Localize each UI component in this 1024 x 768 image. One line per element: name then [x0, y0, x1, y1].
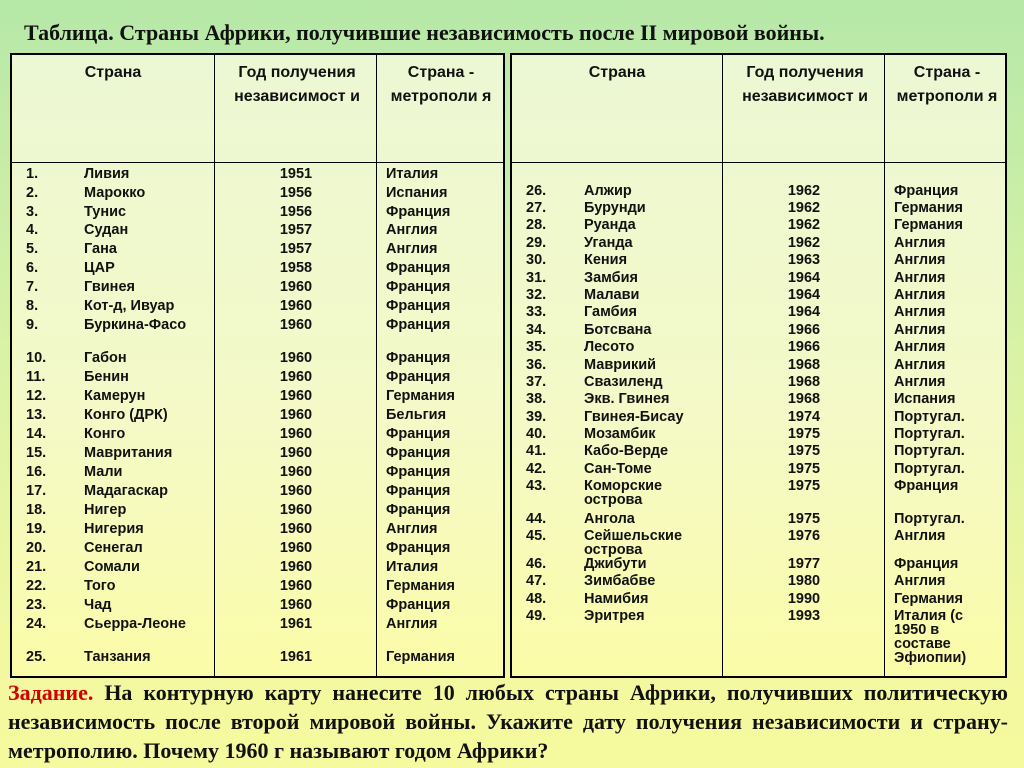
page-title: Таблица. Страны Африки, получившие независимость после II мировой войны.: [24, 20, 825, 45]
row-year: 1960: [279, 279, 313, 295]
row-number: 25.: [26, 649, 47, 665]
row-year: 1960: [279, 521, 313, 537]
row-metropole: Германия: [894, 591, 963, 607]
row-year: 1960: [279, 369, 313, 385]
table-row: [12, 221, 503, 239]
row-country: Конго: [84, 426, 126, 442]
table-row: [12, 577, 503, 595]
row-number: 17.: [26, 483, 47, 499]
row-year: 1963: [787, 252, 821, 268]
row-number: 44.: [526, 511, 547, 527]
header-year: Год получения независимост и: [234, 64, 360, 105]
table-row: [512, 269, 1005, 287]
row-metropole: Бельгия: [386, 407, 447, 423]
row-country: Малави: [584, 287, 640, 303]
row-metropole: Англия: [894, 252, 946, 268]
row-country: Бурунди: [584, 200, 646, 216]
table-row: [12, 648, 503, 666]
table-row: [512, 390, 1005, 408]
row-metropole: Италия (с 1950 в составе Эфиопии): [894, 608, 967, 666]
row-country: Руанда: [584, 217, 636, 233]
row-metropole: Португал.: [894, 511, 965, 527]
header-metropole: Страна - метрополи я: [896, 64, 998, 105]
row-country: Габон: [84, 350, 127, 366]
task-body: На контурную карту нанесите 10 любых страны Африки, получивших политическую независимость после второй мировой войны. Укажите дату получения независимости и страну-метрополию. Почему 1960 г называют годом Африки?: [8, 680, 1008, 763]
row-country: Нигер: [84, 502, 127, 518]
row-year: 1960: [279, 298, 313, 314]
row-metropole: Англия: [894, 287, 946, 303]
row-country: Лесото: [584, 339, 635, 355]
row-number: 33.: [526, 304, 547, 320]
row-metropole: Англия: [894, 235, 946, 251]
row-year: 1960: [279, 317, 313, 333]
row-year: 1964: [787, 304, 821, 320]
table-row: [12, 615, 503, 633]
table-row: [12, 482, 503, 500]
row-country: Камерун: [84, 388, 146, 404]
table-row: [12, 501, 503, 519]
row-metropole: Франция: [386, 350, 451, 366]
table-row: [512, 303, 1005, 321]
row-number: 5.: [26, 241, 39, 257]
table-row: [12, 368, 503, 386]
row-number: 15.: [26, 445, 47, 461]
row-year: 1960: [279, 578, 313, 594]
row-country: Конго (ДРК): [84, 407, 168, 423]
row-year: 1957: [279, 241, 313, 257]
row-country: Мадагаскар: [84, 483, 168, 499]
row-country: Судан: [84, 222, 129, 238]
row-number: 32.: [526, 287, 547, 303]
row-number: 19.: [26, 521, 47, 537]
row-metropole: Франция: [386, 597, 451, 613]
row-year: 1951: [279, 166, 313, 182]
row-metropole: Франция: [894, 556, 959, 572]
row-country: Того: [84, 578, 116, 594]
row-year: 1975: [787, 478, 821, 494]
row-metropole: Франция: [386, 279, 451, 295]
row-metropole: Англия: [894, 573, 946, 589]
table-row: [12, 444, 503, 462]
row-country: Гвинея: [84, 279, 135, 295]
row-year: 1968: [787, 357, 821, 373]
row-number: 18.: [26, 502, 47, 518]
table-row: [12, 520, 503, 538]
row-metropole: Англия: [894, 322, 946, 338]
row-country: Бенин: [84, 369, 129, 385]
row-year: 1962: [787, 200, 821, 216]
row-metropole: Португал.: [894, 426, 965, 442]
header-country: Страна: [588, 64, 646, 81]
table-row: [512, 182, 1005, 200]
row-number: 27.: [526, 200, 547, 216]
row-metropole: Португал.: [894, 409, 965, 425]
row-year: 1964: [787, 270, 821, 286]
row-year: 1962: [787, 235, 821, 251]
row-metropole: Германия: [386, 388, 455, 404]
table-row: [12, 539, 503, 557]
row-year: 1977: [787, 556, 821, 572]
row-year: 1961: [279, 616, 313, 632]
row-number: 2.: [26, 185, 39, 201]
row-country: Мозамбик: [584, 426, 656, 442]
row-country: Намибия: [584, 591, 649, 607]
table-row: [12, 184, 503, 202]
row-metropole: Англия: [386, 241, 438, 257]
row-metropole: Португал.: [894, 461, 965, 477]
row-number: 35.: [526, 339, 547, 355]
row-metropole: Англия: [894, 374, 946, 390]
row-number: 23.: [26, 597, 47, 613]
row-country: Сан-Томе: [584, 461, 652, 477]
row-year: 1962: [787, 183, 821, 199]
table-row: [512, 216, 1005, 234]
row-country: Зимбабве: [584, 573, 656, 589]
row-metropole: Испания: [894, 391, 956, 407]
row-year: 1966: [787, 322, 821, 338]
table-row: [12, 349, 503, 367]
row-country: Алжир: [584, 183, 632, 199]
row-number: 34.: [526, 322, 547, 338]
row-number: 39.: [526, 409, 547, 425]
row-country: Буркина-Фасо: [84, 317, 187, 333]
table-row: [512, 251, 1005, 269]
row-number: 30.: [526, 252, 547, 268]
row-number: 40.: [526, 426, 547, 442]
row-number: 11.: [26, 369, 46, 385]
row-year: 1975: [787, 426, 821, 442]
task-label: Задание.: [8, 680, 94, 705]
row-number: 38.: [526, 391, 547, 407]
row-number: 8.: [26, 298, 39, 314]
table-row: [512, 555, 1005, 573]
table-row: [512, 338, 1005, 356]
row-country: Экв. Гвинея: [584, 391, 670, 407]
row-metropole: Франция: [386, 464, 451, 480]
row-country: Кот-д, Ивуар: [84, 298, 175, 314]
table-row: [512, 510, 1005, 528]
row-year: 1968: [787, 391, 821, 407]
row-number: 22.: [26, 578, 47, 594]
row-number: 20.: [26, 540, 47, 556]
row-year: 1960: [279, 540, 313, 556]
row-number: 16.: [26, 464, 47, 480]
row-number: 9.: [26, 317, 39, 333]
table-row: [512, 607, 1005, 666]
row-number: 7.: [26, 279, 39, 295]
row-metropole: Англия: [386, 616, 438, 632]
row-year: 1960: [279, 559, 313, 575]
row-year: 1990: [787, 591, 821, 607]
row-metropole: Франция: [386, 369, 451, 385]
row-year: 1976: [787, 528, 821, 544]
row-year: 1962: [787, 217, 821, 233]
row-number: 45.: [526, 528, 547, 544]
row-country: Гвинея-Бисау: [584, 409, 684, 425]
row-metropole: Англия: [894, 339, 946, 355]
row-metropole: Франция: [894, 478, 959, 494]
table-row: [512, 425, 1005, 443]
row-metropole: Франция: [894, 183, 959, 199]
row-country: Мавритания: [84, 445, 173, 461]
row-metropole: Франция: [386, 204, 451, 220]
row-metropole: Италия: [386, 166, 439, 182]
row-metropole: Франция: [386, 298, 451, 314]
row-country: Уганда: [584, 235, 633, 251]
row-country: Ангола: [584, 511, 635, 527]
row-metropole: Франция: [386, 426, 451, 442]
row-metropole: Испания: [386, 185, 448, 201]
table-row: [12, 425, 503, 443]
table-row: [12, 463, 503, 481]
row-year: 1958: [279, 260, 313, 276]
row-year: 1966: [787, 339, 821, 355]
table-row: [12, 558, 503, 576]
table-row: [512, 408, 1005, 426]
row-country: Чад: [84, 597, 112, 613]
row-year: 1960: [279, 388, 313, 404]
row-number: 26.: [526, 183, 547, 199]
row-metropole: Франция: [386, 502, 451, 518]
row-year: 1975: [787, 511, 821, 527]
row-number: 4.: [26, 222, 39, 238]
row-year: 1975: [787, 443, 821, 459]
task-text: [8, 678, 1008, 765]
row-number: 13.: [26, 407, 47, 423]
row-metropole: Англия: [894, 357, 946, 373]
row-year: 1960: [279, 483, 313, 499]
row-number: 28.: [526, 217, 547, 233]
row-year: 1956: [279, 185, 313, 201]
table-row: [512, 527, 1005, 558]
row-metropole: Франция: [386, 445, 451, 461]
row-number: 41.: [526, 443, 547, 459]
row-number: 46.: [526, 556, 547, 572]
table-row: [12, 165, 503, 183]
table-row: [12, 316, 503, 334]
row-number: 36.: [526, 357, 547, 373]
row-year: 1956: [279, 204, 313, 220]
table-row: [512, 356, 1005, 374]
table-row: [512, 321, 1005, 339]
left-table: [10, 53, 505, 678]
row-metropole: Англия: [386, 222, 438, 238]
row-year: 1964: [787, 287, 821, 303]
table-row: [512, 572, 1005, 590]
row-number: 6.: [26, 260, 39, 276]
table-row: [12, 406, 503, 424]
row-country: ЦАР: [84, 260, 115, 276]
row-year: 1960: [279, 445, 313, 461]
row-country: Гамбия: [584, 304, 637, 320]
row-number: 10.: [26, 350, 47, 366]
table-row: [512, 460, 1005, 478]
row-metropole: Англия: [894, 528, 946, 544]
row-number: 37.: [526, 374, 547, 390]
row-metropole: Англия: [386, 521, 438, 537]
row-year: 1960: [279, 502, 313, 518]
row-metropole: Германия: [386, 649, 455, 665]
row-number: 29.: [526, 235, 547, 251]
row-metropole: Италия: [386, 559, 439, 575]
table-row: [512, 477, 1005, 508]
row-year: 1960: [279, 464, 313, 480]
row-year: 1960: [279, 407, 313, 423]
row-country: Ливия: [84, 166, 130, 182]
header-country: Страна: [84, 64, 142, 81]
row-country: Джибути: [584, 556, 647, 572]
table-row: [512, 373, 1005, 391]
row-metropole: Германия: [386, 578, 455, 594]
row-number: 42.: [526, 461, 547, 477]
row-year: 1961: [279, 649, 313, 665]
row-year: 1960: [279, 350, 313, 366]
row-country: Кения: [584, 252, 628, 268]
row-number: 47.: [526, 573, 547, 589]
table-row: [12, 278, 503, 296]
row-number: 43.: [526, 478, 547, 494]
table-row: [512, 442, 1005, 460]
header-year: Год получения независимост и: [742, 64, 868, 105]
row-number: 49.: [526, 608, 547, 624]
table-row: [12, 297, 503, 315]
row-country: Свазиленд: [584, 374, 663, 390]
row-metropole: Франция: [386, 483, 451, 499]
row-number: 31.: [526, 270, 547, 286]
row-country: Кабо-Верде: [584, 443, 669, 459]
table-row: [12, 203, 503, 221]
row-year: 1993: [787, 608, 821, 624]
row-country: Коморские острова: [584, 478, 663, 508]
table-row: [12, 387, 503, 405]
row-metropole: Англия: [894, 304, 946, 320]
row-number: 21.: [26, 559, 47, 575]
row-country: Маврикий: [584, 357, 657, 373]
row-number: 14.: [26, 426, 47, 442]
row-country: Сьерра-Леоне: [84, 616, 186, 632]
row-year: 1974: [787, 409, 821, 425]
row-metropole: Португал.: [894, 443, 965, 459]
table-row: [12, 259, 503, 277]
table-row: [512, 199, 1005, 217]
row-country: Сейшельские острова: [584, 528, 683, 558]
row-country: Танзания: [84, 649, 151, 665]
table-row: [12, 240, 503, 258]
row-country: Ботсвана: [584, 322, 652, 338]
row-year: 1968: [787, 374, 821, 390]
row-country: Эритрея: [584, 608, 645, 624]
row-metropole: Германия: [894, 200, 963, 216]
right-table: [510, 53, 1007, 678]
row-country: Сенегал: [84, 540, 143, 556]
row-metropole: Франция: [386, 540, 451, 556]
row-country: Марокко: [84, 185, 146, 201]
row-metropole: Англия: [894, 270, 946, 286]
row-year: 1975: [787, 461, 821, 477]
row-metropole: Германия: [894, 217, 963, 233]
table-row: [512, 234, 1005, 252]
row-year: 1980: [787, 573, 821, 589]
table-row: [12, 596, 503, 614]
row-metropole: Франция: [386, 317, 451, 333]
row-country: Мали: [84, 464, 123, 480]
row-country: Нигерия: [84, 521, 144, 537]
row-year: 1960: [279, 426, 313, 442]
row-number: 12.: [26, 388, 47, 404]
row-metropole: Франция: [386, 260, 451, 276]
row-year: 1957: [279, 222, 313, 238]
row-number: 1.: [26, 166, 39, 182]
row-number: 48.: [526, 591, 547, 607]
row-number: 3.: [26, 204, 39, 220]
row-country: Тунис: [84, 204, 127, 220]
table-row: [512, 286, 1005, 304]
table-row: [512, 590, 1005, 608]
row-country: Гана: [84, 241, 117, 257]
header-metropole: Страна - метрополи я: [390, 64, 492, 105]
row-country: Замбия: [584, 270, 639, 286]
row-number: 24.: [26, 616, 47, 632]
row-country: Сомали: [84, 559, 140, 575]
row-year: 1960: [279, 597, 313, 613]
